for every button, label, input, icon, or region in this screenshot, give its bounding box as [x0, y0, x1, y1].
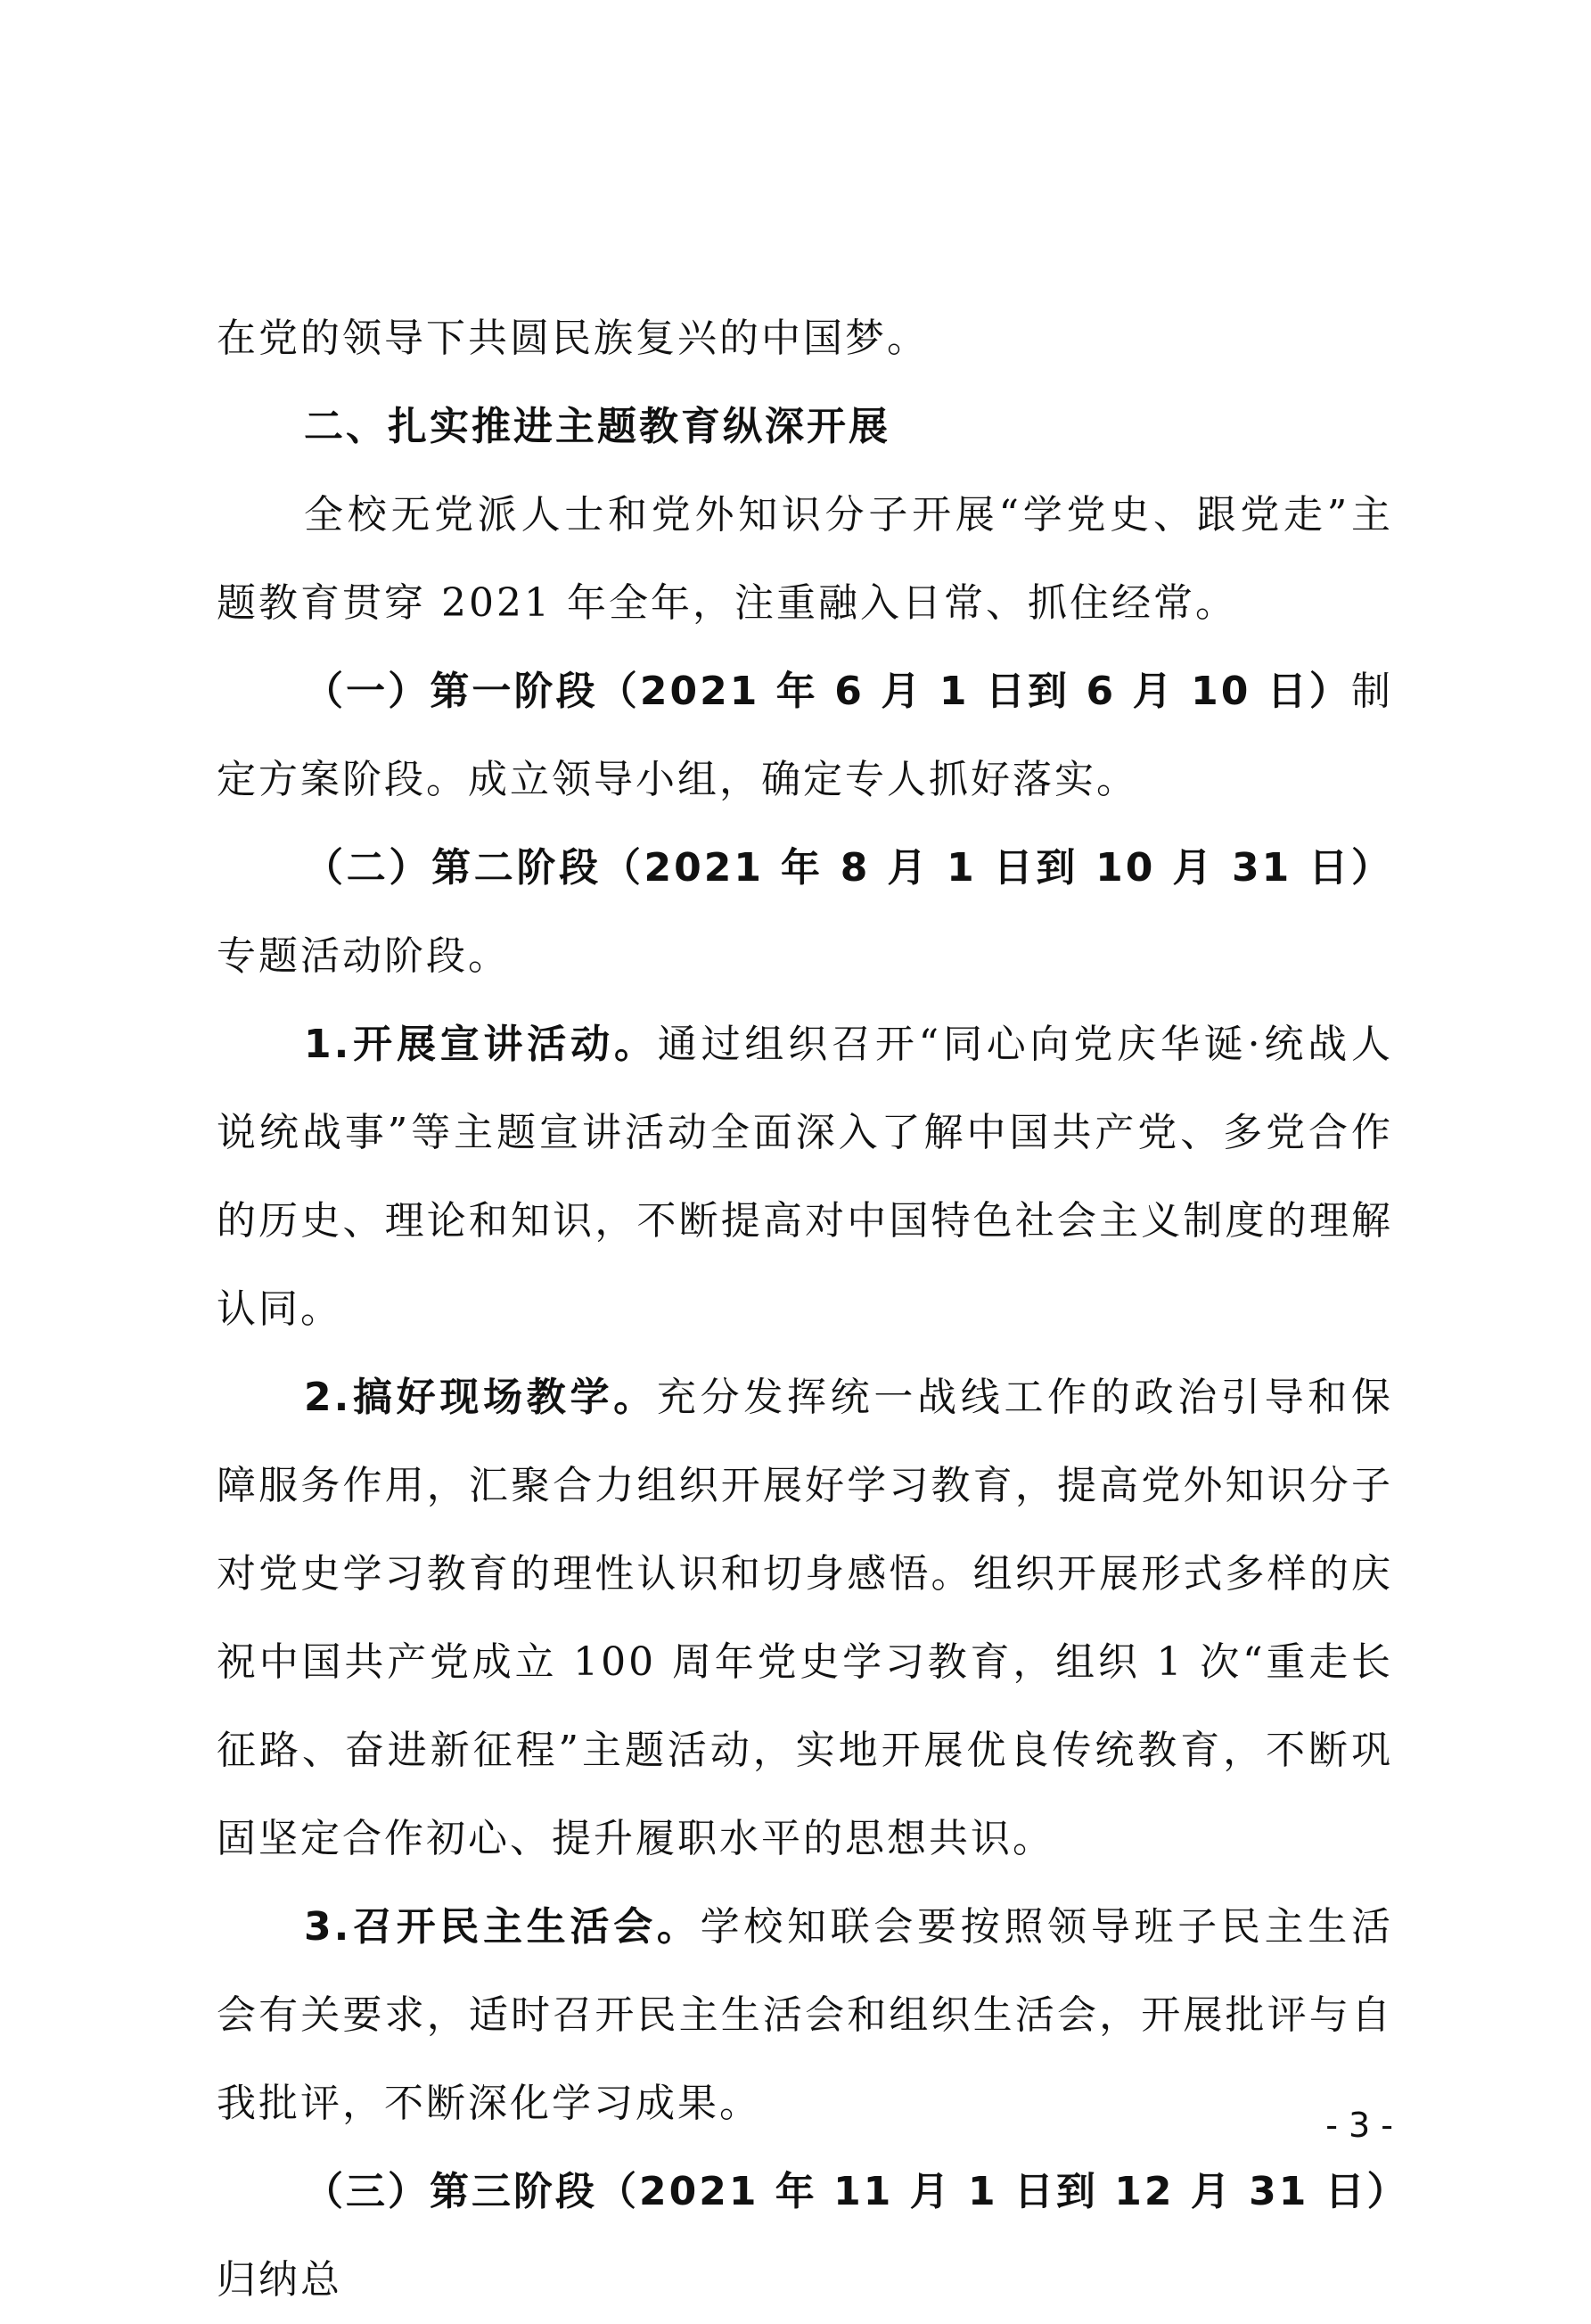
- stage-one-title: （一）第一阶段（2021 年 6 月 1 日到 6 月 10 日）: [304, 669, 1351, 714]
- item-3-title: 3.召开民主生活会。: [304, 1904, 701, 1950]
- stage-one-text: 制定方案阶段。成立领导小组，确定专人抓好落实。: [217, 669, 1393, 802]
- stage-two-text: 专题活动阶段。: [217, 933, 510, 979]
- item-2-text: 充分发挥统一战线工作的政治引导和保障服务作用，汇聚合力组织开展好学习教育，提高党外知识分子对党史学习教育的理性认识和切身感悟。组织开展形式多样的庆祝中国共产党成立 100 周年党史学习教育，组织 1 次“重走长征路、奋进新征程”主题活动，实地开展优良传统教育，不断巩固坚定合作初心、提升履职水平的思想共识。: [217, 1375, 1393, 1861]
- item-3-text: 学校知联会要按照领导班子民主生活会有关要求，适时召开民主生活会和组织生活会，开展批评与自我批评，不断深化学习成果。: [217, 1904, 1393, 2126]
- stage-three-title: （三）第三阶段（2021 年 11 月 1 日到 12 月 31 日）: [304, 2169, 1409, 2214]
- paragraph-stage-two: [217, 824, 1393, 1000]
- paragraph-intro: 全校无党派人士和党外知识分子开展“学党史、跟党走”主题教育贯穿 2021 年全年，注重融入日常、抓住经常。: [217, 492, 1393, 626]
- paragraph-stage-three: [217, 2147, 1409, 2324]
- section-heading: 二、扎实推进主题教育纵深开展: [304, 404, 890, 449]
- body-text: [217, 294, 1409, 2324]
- item-1-title: 1.开展宣讲活动。: [304, 1022, 658, 1067]
- page-number: - 3 -: [1325, 2106, 1393, 2145]
- stage-two-title: （二）第二阶段（2021 年 8 月 1 日到 10 月 31 日）: [304, 845, 1393, 891]
- stage-three-text: 归纳总: [217, 2257, 342, 2303]
- paragraph-item-2: [217, 1353, 1393, 1883]
- item-1-text: 通过组织召开“同心向党庆华诞·统战人说统战事”等主题宣讲活动全面深入了解中国共产党、多党合作的历史、理论和知识，不断提高对中国特色社会主义制度的理解认同。: [217, 1022, 1393, 1332]
- paragraph-continuation: 在党的领导下共圆民族复兴的中国梦。: [217, 316, 929, 361]
- paragraph-stage-one: [217, 647, 1393, 824]
- item-2-title: 2.搞好现场教学。: [304, 1375, 657, 1420]
- paragraph-item-3: [217, 1883, 1393, 2147]
- paragraph-item-1: [217, 1000, 1393, 1353]
